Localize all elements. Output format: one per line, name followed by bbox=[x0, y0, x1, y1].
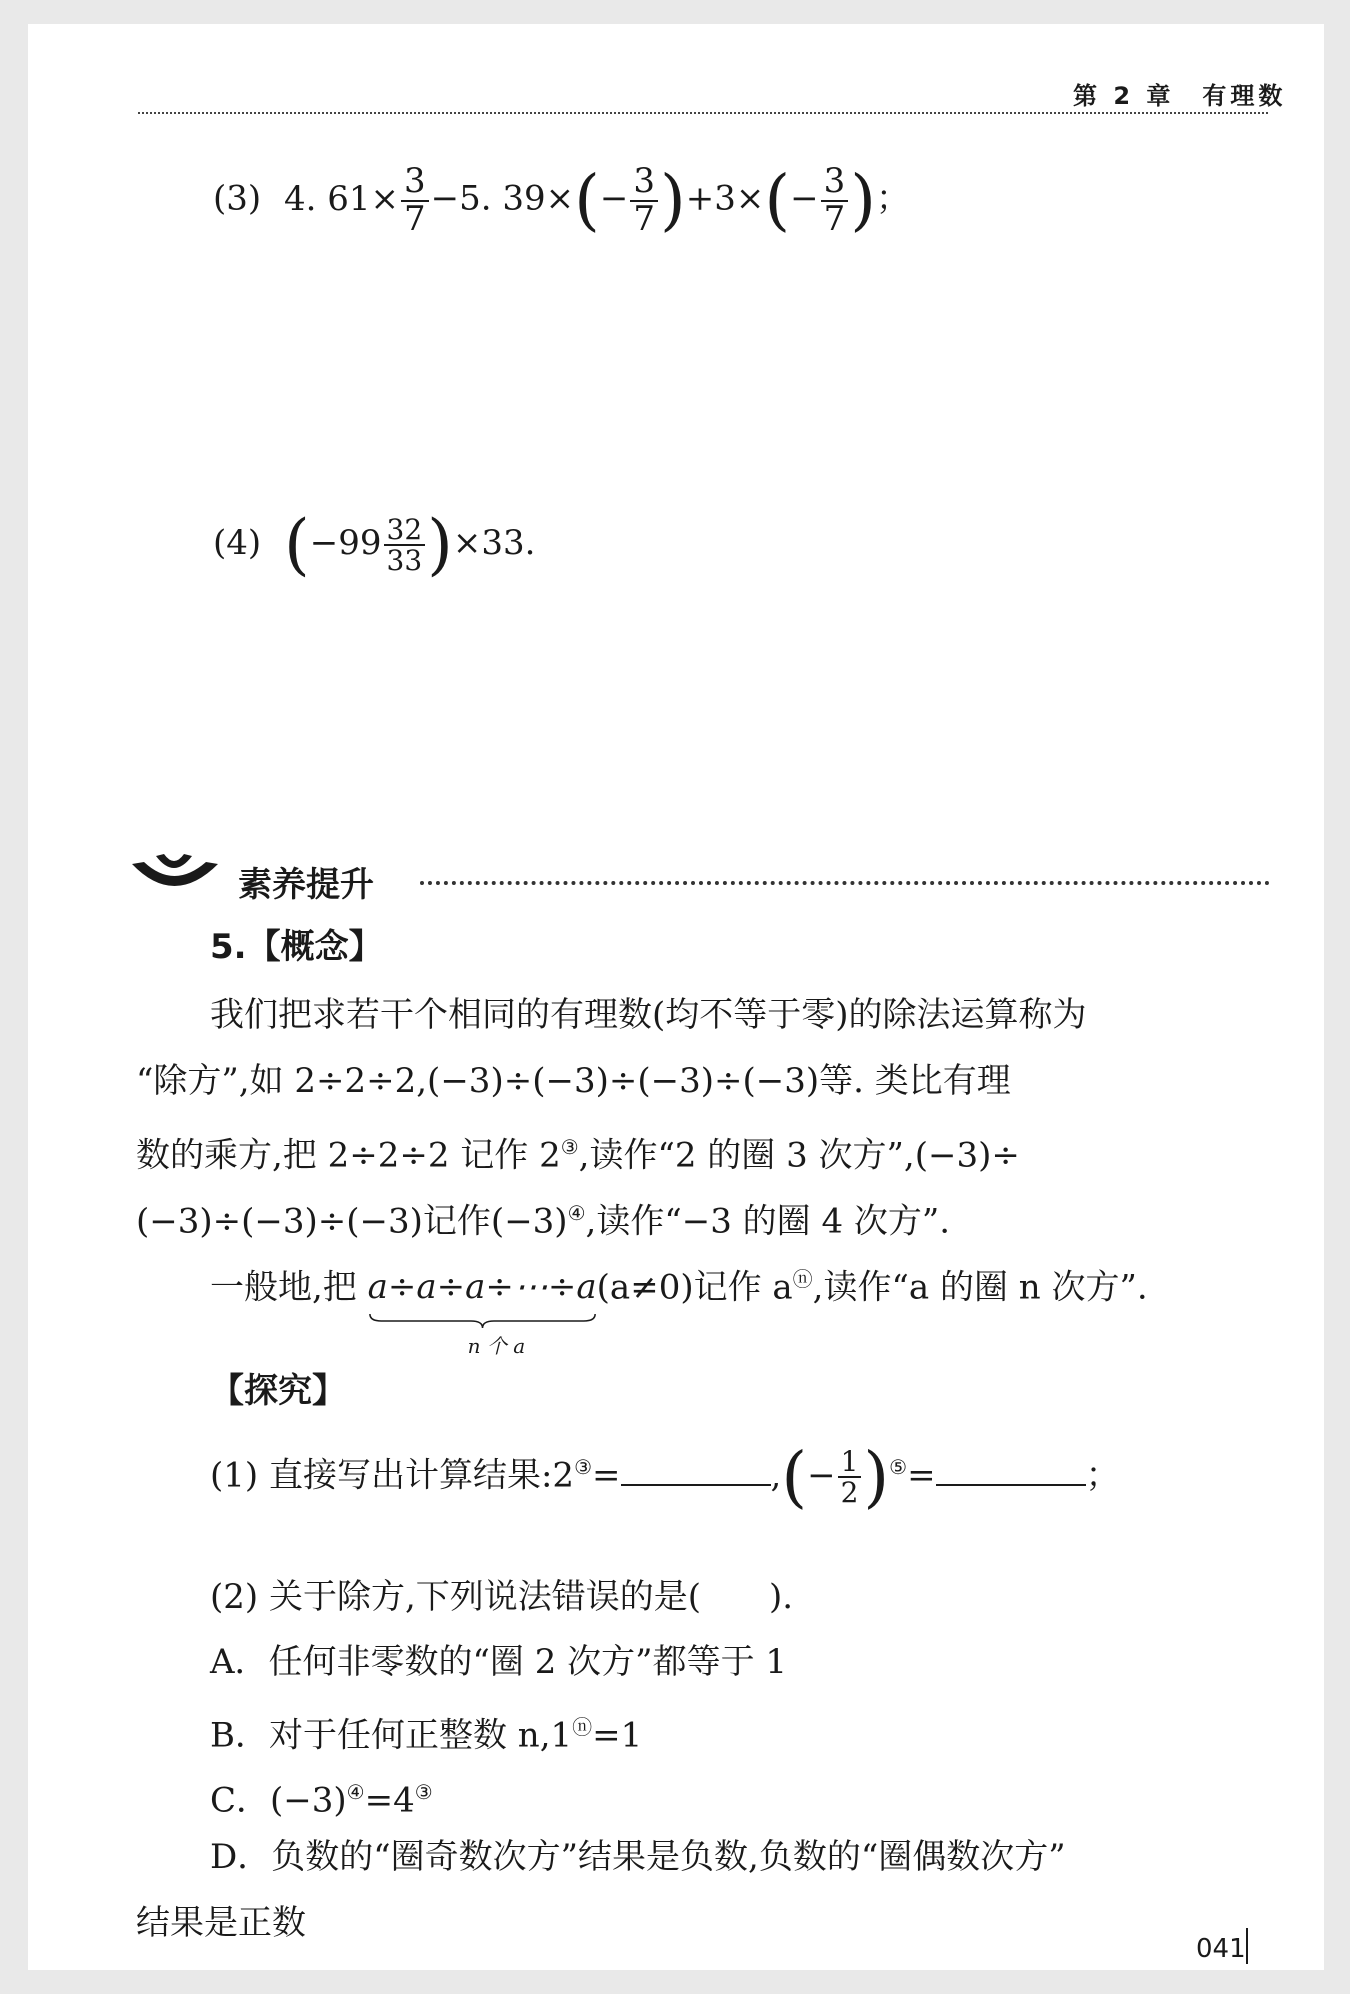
paragraph-line: 我们把求若干个相同的有理数(均不等于零)的除法运算称为 bbox=[210, 995, 1087, 1035]
answer-blank[interactable] bbox=[936, 1456, 1086, 1486]
exercise-4: (4) (−99 $\frac{32}{33}$ )×33. bbox=[213, 506, 536, 583]
question-1: (1) 直接写出计算结果:2③= ,(− $\frac{1}{2}$ )⑤= ； bbox=[210, 1438, 1120, 1516]
option-b: B．对于任何正整数 n,1ⓝ=1 bbox=[210, 1715, 643, 1756]
underbrace-label: n 个 a bbox=[467, 1334, 526, 1359]
section-title: 素养提升 bbox=[238, 865, 374, 905]
paragraph-line: 一般地,把 a÷a÷a÷⋯÷a n 个 a (a≠0)记作 aⓝ,读作“a 的圈 n 次方”. bbox=[210, 1246, 1148, 1320]
explore-heading: 【探究】 bbox=[210, 1371, 346, 1411]
underbrace-expression: a÷a÷a÷⋯÷a n 个 a bbox=[367, 1267, 597, 1359]
option-d: D．负数的“圈奇数次方”结果是负数,负数的“圈偶数次方” bbox=[210, 1837, 1066, 1877]
fraction: $\frac{1}{2}$ bbox=[838, 1447, 862, 1508]
exercise-3-term2: −5. 39× bbox=[430, 178, 575, 219]
textbook-page bbox=[28, 24, 1324, 1970]
header-divider bbox=[138, 112, 1268, 114]
paragraph-line: “除方”,如 2÷2÷2,(−3)÷(−3)÷(−3)÷(−3)等. 类比有理 bbox=[136, 1061, 1011, 1101]
paragraph-line: (−3)÷(−3)÷(−3)记作(−3)④,读作“−3 的圈 4 次方”. bbox=[136, 1201, 951, 1242]
exercise-3-label: (3) bbox=[213, 178, 262, 219]
exercise-3-term1: 4. 61× bbox=[283, 178, 399, 219]
option-a: A．任何非零数的“圈 2 次方”都等于 1 bbox=[210, 1642, 788, 1682]
underbrace-icon bbox=[368, 1312, 597, 1330]
exercise-3-term3: +3× bbox=[685, 178, 765, 219]
fraction: $\frac{3}{7}$ bbox=[821, 164, 849, 237]
exercise-3: (3) 4. 61× $\frac{3}{7}$ −5. 39×(− $\frac{3}{7}$ )+3×(− $\frac{3}{7}$ )； bbox=[213, 161, 911, 239]
answer-blank[interactable] bbox=[621, 1456, 771, 1486]
question-2: (2) 关于除方,下列说法错误的是( ). bbox=[210, 1577, 794, 1617]
fraction: $\frac{32}{33}$ bbox=[384, 515, 426, 576]
paragraph-line: 数的乘方,把 2÷2÷2 记作 2③,读作“2 的圈 3 次方”,(−3)÷ bbox=[136, 1135, 1020, 1176]
fraction: $\frac{3}{7}$ bbox=[401, 164, 429, 237]
section-smile-icon bbox=[126, 846, 226, 906]
section-divider bbox=[420, 881, 1270, 885]
fraction: $\frac{3}{7}$ bbox=[630, 164, 658, 237]
page-number-bar bbox=[1246, 1928, 1248, 1964]
page-number: 041 bbox=[1196, 1934, 1246, 1964]
option-c: C．(−3)④=4③ bbox=[210, 1780, 433, 1821]
exercise-4-label: (4) bbox=[213, 523, 262, 563]
option-d-continued: 结果是正数 bbox=[136, 1903, 306, 1943]
chapter-header: 第 2 章 有理数 bbox=[1073, 82, 1287, 110]
problem-5-heading: 5.【概念】 bbox=[210, 927, 383, 967]
